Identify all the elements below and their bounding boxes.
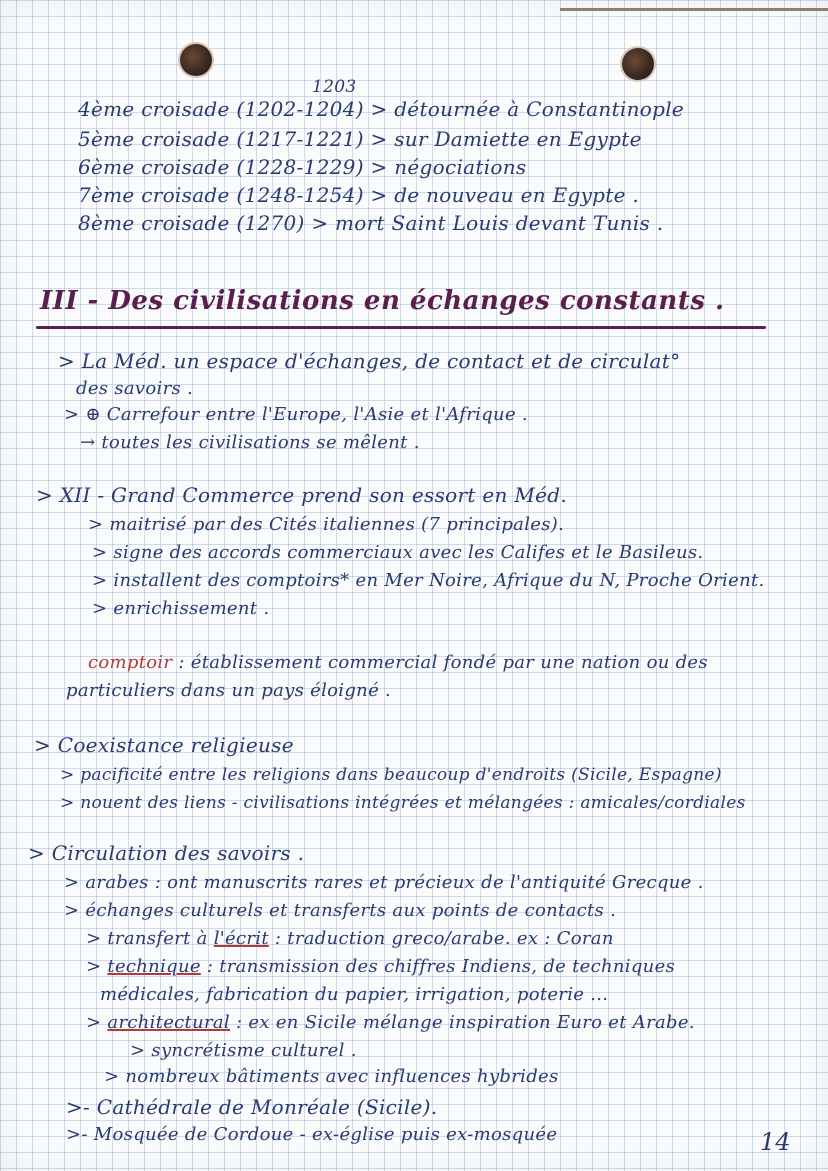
section-title: III - Des civilisations en échanges constants . [40, 286, 725, 316]
architecture-underlined: architectural [107, 1012, 230, 1033]
med-line-2: des savoirs . [76, 378, 194, 399]
date-correction: 1203 [312, 77, 357, 97]
crusade-label: croisade [141, 127, 230, 151]
coexistence-heading: > Coexistance religieuse [34, 733, 294, 757]
coexistence-item: > nouent des liens - civilisations intégrées et mélangées : amicales/cordiales [60, 793, 746, 813]
example-mosque: >- Mosquée de Cordoue - ex-église puis ex-mosquée [66, 1124, 558, 1145]
savoirs-item: > arabes : ont manuscrits rares et précieux de l'antiquité Grecque . [64, 872, 704, 893]
example-cathedral: >- Cathédrale de Monréale (Sicile). [66, 1095, 438, 1119]
architecture-sub-1: > syncrétisme culturel . [130, 1040, 357, 1061]
crusade-note: > de nouveau en Egypte . [370, 183, 640, 207]
crusade-row [78, 156, 527, 178]
transfer-label: > transfert à [86, 928, 208, 949]
architecture-line [86, 1012, 695, 1034]
page-top-edge [560, 8, 828, 11]
transfer-rest: : traduction greco/arabe. ex : Coran [274, 928, 614, 949]
crusade-note: > négociations [370, 155, 527, 179]
crusade-ordinal: 8ème [78, 211, 135, 235]
crusade-label: croisade [141, 97, 230, 121]
crusade-dates: (1228-1229) [236, 155, 364, 179]
transfer-underlined: l'écrit [213, 928, 269, 949]
crusade-label: croisade [141, 183, 230, 207]
med-line-4: → toutes les civilisations se mêlent . [80, 432, 420, 453]
technique-rest: : transmission des chiffres Indiens, de techniques [206, 956, 676, 977]
commerce-item: > signe des accords commerciaux avec les Califes et le Basileus. [92, 542, 704, 563]
technique-line-2: médicales, fabrication du papier, irrigation, poterie ... [100, 984, 609, 1005]
crusade-dates: (1202-1204) [236, 97, 364, 121]
crusade-ordinal: 7ème [78, 183, 135, 207]
title-underline [36, 326, 766, 329]
crusade-note: > sur Damiette en Egypte [370, 127, 642, 151]
crusade-row [78, 98, 684, 120]
definition-line [88, 652, 708, 674]
architecture-rest: : ex en Sicile mélange inspiration Euro et Arabe. [236, 1012, 695, 1033]
commerce-heading [36, 484, 567, 506]
med-line-3: > ⊕ Carrefour entre l'Europe, l'Asie et l'Afrique . [64, 404, 528, 425]
savoirs-heading: > Circulation des savoirs . [28, 841, 305, 865]
binder-hole-left [180, 44, 212, 76]
med-line-1: > La Méd. un espace d'échanges, de contact et de circulat° [58, 349, 681, 373]
commerce-item: > enrichissement . [92, 598, 270, 619]
architecture-sub-2: > nombreux bâtiments avec influences hybrides [104, 1066, 559, 1087]
crusade-note: > détournée à Constantinople [370, 97, 685, 121]
crusade-ordinal: 4ème [78, 97, 135, 121]
crusade-row [78, 212, 663, 234]
crusade-dates: (1270) [236, 211, 305, 235]
definition-line-2: particuliers dans un pays éloigné . [66, 680, 392, 701]
commerce-heading-text: - Grand Commerce prend son essort en Méd. [97, 483, 568, 507]
crusade-dates: (1217-1221) [236, 127, 364, 151]
technique-line [86, 956, 675, 978]
technique-underlined: technique [107, 956, 201, 977]
crusade-dates: (1248-1254) [236, 183, 364, 207]
commerce-item: > maitrisé par des Cités italiennes (7 principales). [88, 514, 565, 535]
page-number: 14 [760, 1128, 791, 1156]
century-label: > XII [36, 483, 91, 507]
crusade-label: croisade [141, 211, 230, 235]
crusade-ordinal: 6ème [78, 155, 135, 179]
technique-label: > [86, 956, 102, 977]
crusade-row [78, 184, 639, 206]
binder-hole-right [622, 48, 654, 80]
crusade-label: croisade [141, 155, 230, 179]
crusade-ordinal: 5ème [78, 127, 135, 151]
transfer-line [86, 928, 614, 950]
crusade-row [78, 128, 642, 150]
savoirs-item: > échanges culturels et transferts aux points de contacts . [64, 900, 617, 921]
crusade-note: > mort Saint Louis devant Tunis . [311, 211, 664, 235]
definition-term: comptoir [88, 652, 173, 673]
coexistence-item: > pacificité entre les religions dans beaucoup d'endroits (Sicile, Espagne) [60, 765, 722, 785]
commerce-item: > installent des comptoirs* en Mer Noire, Afrique du N, Proche Orient. [92, 570, 765, 591]
definition-text: : établissement commercial fondé par une nation ou des [178, 652, 708, 673]
architecture-label: > [86, 1012, 102, 1033]
